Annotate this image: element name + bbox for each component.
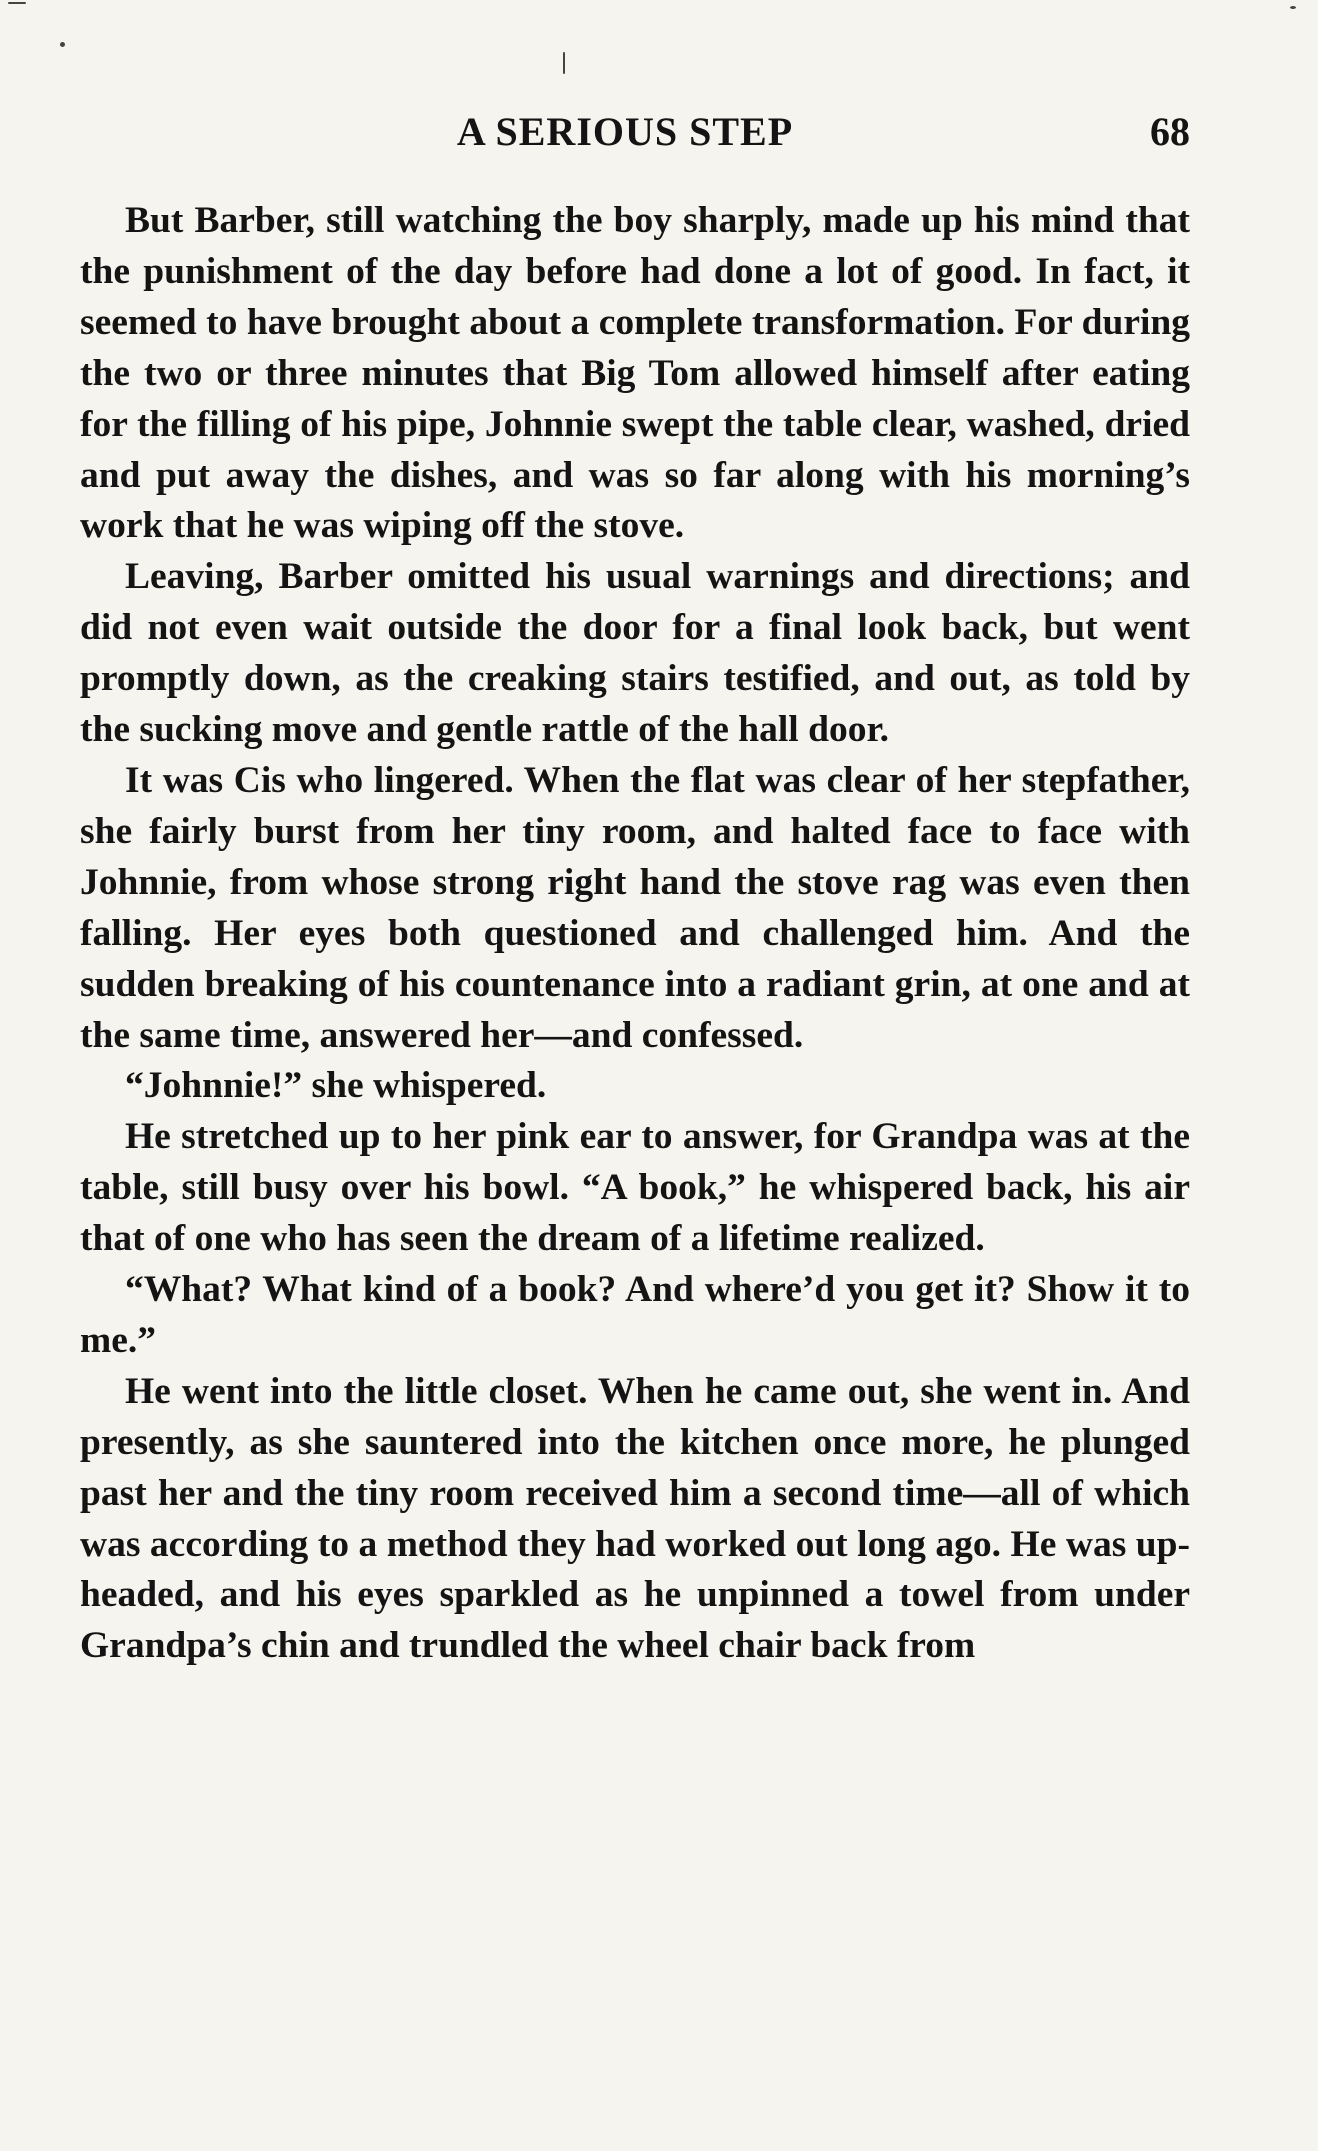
paragraph: “What? What kind of a book? And where’d you get it? Show it to me.” xyxy=(80,1269,1190,1361)
page-header xyxy=(80,106,1190,158)
paragraph: But Barber, still watching the boy sharply, made up his mind that the punishment of the day before had done a lot of good. In fact, it seemed to have brought about a complete transformation. For during the two or three minutes that Big Tom allowed himself after eating for the filling of his pipe, Johnnie swept the table clear, washed, dried and put away the dishes, and was so far along with his morning’s work that he was wiping off the stove. xyxy=(80,200,1190,547)
paragraph: He stretched up to her pink ear to answer, for Grandpa was at the table, still busy over his bowl. “A book,” he whispered back, his air that of one who has seen the dream of a lifetime realized. xyxy=(80,1116,1190,1260)
running-title: A SERIOUS STEP xyxy=(456,109,794,154)
body-text xyxy=(80,196,1190,1672)
page-number: 68 xyxy=(1150,109,1190,154)
paragraph: Leaving, Barber omitted his usual warnings and directions; and did not even wait outside the door for a final look back, but went promptly down, as the creaking stairs testified, and out, as told by the sucking move and gentle rattle of the hall door. xyxy=(80,556,1190,751)
paragraph: “Johnnie!” she whispered. xyxy=(125,1065,547,1107)
paragraph: He went into the little closet. When he came out, she went in. And presently, as she sauntered into the kitchen once more, he plunged past her and the tiny room received him a second time—all of which was according to a method they had worked out long ago. He was up-headed, and his eyes sparkled as he unpinned a towel from under Grandpa’s chin and trundled the wheel chair back from xyxy=(80,1370,1190,1667)
paragraph: It was Cis who lingered. When the flat was clear of her stepfather, she fairly burst from her tiny room, and halted face to face with Johnnie, from whose strong right hand the stove rag was even then falling. Her eyes both questioned and challenged him. And the sudden breaking of his countenance into a radiant grin, at one and at the same time, answered her—and confessed. xyxy=(80,759,1190,1056)
